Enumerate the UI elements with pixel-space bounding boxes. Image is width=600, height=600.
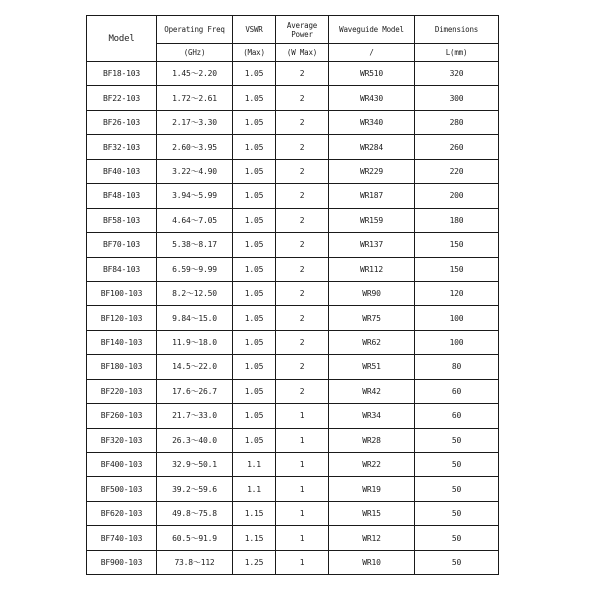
cell-freq: 11.9～18.0 [157, 330, 233, 354]
header-freq: Operating Freq [157, 16, 233, 44]
table-row [87, 330, 499, 354]
cell-dimensions: 60 [415, 379, 499, 403]
cell-vswr: 1.1 [233, 477, 276, 501]
cell-model: BF40-103 [87, 159, 157, 183]
cell-vswr: 1.15 [233, 501, 276, 525]
cell-power: 2 [276, 257, 329, 281]
cell-freq: 3.94～5.99 [157, 184, 233, 208]
cell-vswr: 1.05 [233, 184, 276, 208]
unit-vswr: (Max) [233, 44, 276, 62]
cell-vswr: 1.05 [233, 110, 276, 134]
cell-waveguide: WR28 [329, 428, 415, 452]
cell-dimensions: 80 [415, 355, 499, 379]
cell-model: BF900-103 [87, 550, 157, 574]
cell-dimensions: 50 [415, 526, 499, 550]
header-waveguide: Waveguide Model [329, 16, 415, 44]
table-row [87, 306, 499, 330]
cell-freq: 49.8～75.8 [157, 501, 233, 525]
cell-dimensions: 150 [415, 257, 499, 281]
cell-model: BF400-103 [87, 453, 157, 477]
cell-waveguide: WR75 [329, 306, 415, 330]
cell-freq: 21.7～33.0 [157, 404, 233, 428]
cell-vswr: 1.05 [233, 257, 276, 281]
cell-freq: 60.5～91.9 [157, 526, 233, 550]
unit-waveguide: / [329, 44, 415, 62]
cell-model: BF48-103 [87, 184, 157, 208]
cell-power: 2 [276, 184, 329, 208]
cell-power: 2 [276, 281, 329, 305]
cell-dimensions: 150 [415, 233, 499, 257]
cell-vswr: 1.05 [233, 330, 276, 354]
cell-freq: 2.17～3.30 [157, 110, 233, 134]
cell-power: 1 [276, 428, 329, 452]
cell-dimensions: 50 [415, 453, 499, 477]
cell-model: BF120-103 [87, 306, 157, 330]
header-power-line1: Average [286, 20, 318, 30]
cell-vswr: 1.05 [233, 355, 276, 379]
cell-waveguide: WR51 [329, 355, 415, 379]
cell-dimensions: 180 [415, 208, 499, 232]
cell-vswr: 1.05 [233, 233, 276, 257]
cell-dimensions: 320 [415, 62, 499, 86]
cell-vswr: 1.05 [233, 404, 276, 428]
cell-vswr: 1.25 [233, 550, 276, 574]
cell-freq: 9.84～15.0 [157, 306, 233, 330]
cell-dimensions: 300 [415, 86, 499, 110]
header-dimensions: Dimensions [415, 16, 499, 44]
cell-waveguide: WR12 [329, 526, 415, 550]
cell-freq: 1.72～2.61 [157, 86, 233, 110]
cell-dimensions: 100 [415, 330, 499, 354]
cell-model: BF140-103 [87, 330, 157, 354]
cell-model: BF58-103 [87, 208, 157, 232]
cell-dimensions: 120 [415, 281, 499, 305]
cell-freq: 2.60～3.95 [157, 135, 233, 159]
header-power-line2: Power [291, 29, 313, 39]
cell-vswr: 1.05 [233, 135, 276, 159]
table-row [87, 355, 499, 379]
table-row [87, 184, 499, 208]
cell-waveguide: WR34 [329, 404, 415, 428]
cell-power: 2 [276, 86, 329, 110]
cell-freq: 8.2～12.50 [157, 281, 233, 305]
cell-power: 2 [276, 208, 329, 232]
cell-vswr: 1.05 [233, 428, 276, 452]
cell-model: BF220-103 [87, 379, 157, 403]
cell-vswr: 1.15 [233, 526, 276, 550]
table-row [87, 379, 499, 403]
cell-power: 2 [276, 355, 329, 379]
cell-waveguide: WR187 [329, 184, 415, 208]
cell-model: BF84-103 [87, 257, 157, 281]
cell-power: 2 [276, 110, 329, 134]
cell-model: BF18-103 [87, 62, 157, 86]
cell-waveguide: WR284 [329, 135, 415, 159]
cell-freq: 1.45～2.20 [157, 62, 233, 86]
header-row [87, 16, 499, 44]
cell-freq: 26.3～40.0 [157, 428, 233, 452]
cell-power: 2 [276, 135, 329, 159]
table-row [87, 526, 499, 550]
cell-vswr: 1.05 [233, 379, 276, 403]
cell-power: 1 [276, 453, 329, 477]
cell-vswr: 1.1 [233, 453, 276, 477]
cell-waveguide: WR229 [329, 159, 415, 183]
table-row [87, 159, 499, 183]
cell-waveguide: WR22 [329, 453, 415, 477]
cell-waveguide: WR42 [329, 379, 415, 403]
table-row [87, 453, 499, 477]
table-row [87, 62, 499, 86]
cell-freq: 73.8～112 [157, 550, 233, 574]
cell-power: 2 [276, 233, 329, 257]
cell-vswr: 1.05 [233, 159, 276, 183]
cell-freq: 3.22～4.90 [157, 159, 233, 183]
table-row [87, 135, 499, 159]
cell-power: 2 [276, 330, 329, 354]
table-row [87, 110, 499, 134]
cell-freq: 17.6～26.7 [157, 379, 233, 403]
cell-waveguide: WR159 [329, 208, 415, 232]
cell-power: 1 [276, 477, 329, 501]
cell-dimensions: 50 [415, 477, 499, 501]
cell-model: BF32-103 [87, 135, 157, 159]
unit-power: (W Max) [276, 44, 329, 62]
cell-freq: 14.5～22.0 [157, 355, 233, 379]
cell-dimensions: 100 [415, 306, 499, 330]
cell-power: 1 [276, 550, 329, 574]
cell-freq: 39.2～59.6 [157, 477, 233, 501]
cell-model: BF620-103 [87, 501, 157, 525]
cell-waveguide: WR430 [329, 86, 415, 110]
cell-model: BF740-103 [87, 526, 157, 550]
cell-model: BF26-103 [87, 110, 157, 134]
header-model: Model [87, 16, 157, 62]
cell-dimensions: 200 [415, 184, 499, 208]
cell-dimensions: 260 [415, 135, 499, 159]
table-row [87, 86, 499, 110]
cell-vswr: 1.05 [233, 208, 276, 232]
table-row [87, 208, 499, 232]
cell-dimensions: 280 [415, 110, 499, 134]
cell-waveguide: WR510 [329, 62, 415, 86]
table-row [87, 257, 499, 281]
cell-waveguide: WR340 [329, 110, 415, 134]
cell-dimensions: 50 [415, 501, 499, 525]
cell-waveguide: WR62 [329, 330, 415, 354]
cell-freq: 5.38～8.17 [157, 233, 233, 257]
cell-waveguide: WR15 [329, 501, 415, 525]
cell-waveguide: WR10 [329, 550, 415, 574]
cell-power: 2 [276, 62, 329, 86]
cell-power: 2 [276, 306, 329, 330]
cell-vswr: 1.05 [233, 62, 276, 86]
cell-freq: 4.64～7.05 [157, 208, 233, 232]
table-row [87, 233, 499, 257]
table-row [87, 550, 499, 574]
cell-model: BF320-103 [87, 428, 157, 452]
cell-freq: 6.59～9.99 [157, 257, 233, 281]
table-row [87, 281, 499, 305]
cell-vswr: 1.05 [233, 86, 276, 110]
header-power [276, 16, 329, 44]
cell-freq: 32.9～50.1 [157, 453, 233, 477]
unit-dimensions: L(mm) [415, 44, 499, 62]
cell-power: 2 [276, 159, 329, 183]
cell-vswr: 1.05 [233, 306, 276, 330]
table-row [87, 404, 499, 428]
cell-model: BF70-103 [87, 233, 157, 257]
cell-dimensions: 220 [415, 159, 499, 183]
cell-dimensions: 50 [415, 428, 499, 452]
cell-power: 1 [276, 404, 329, 428]
spec-body [87, 62, 499, 575]
cell-model: BF260-103 [87, 404, 157, 428]
table-row [87, 477, 499, 501]
unit-freq: (GHz) [157, 44, 233, 62]
cell-waveguide: WR90 [329, 281, 415, 305]
cell-model: BF180-103 [87, 355, 157, 379]
cell-model: BF100-103 [87, 281, 157, 305]
cell-waveguide: WR137 [329, 233, 415, 257]
cell-power: 2 [276, 379, 329, 403]
cell-waveguide: WR112 [329, 257, 415, 281]
cell-model: BF22-103 [87, 86, 157, 110]
cell-vswr: 1.05 [233, 281, 276, 305]
spec-table [86, 15, 499, 575]
cell-model: BF500-103 [87, 477, 157, 501]
table-row [87, 501, 499, 525]
table-row [87, 428, 499, 452]
cell-dimensions: 50 [415, 550, 499, 574]
header-vswr: VSWR [233, 16, 276, 44]
cell-dimensions: 60 [415, 404, 499, 428]
cell-power: 1 [276, 501, 329, 525]
cell-waveguide: WR19 [329, 477, 415, 501]
cell-power: 1 [276, 526, 329, 550]
